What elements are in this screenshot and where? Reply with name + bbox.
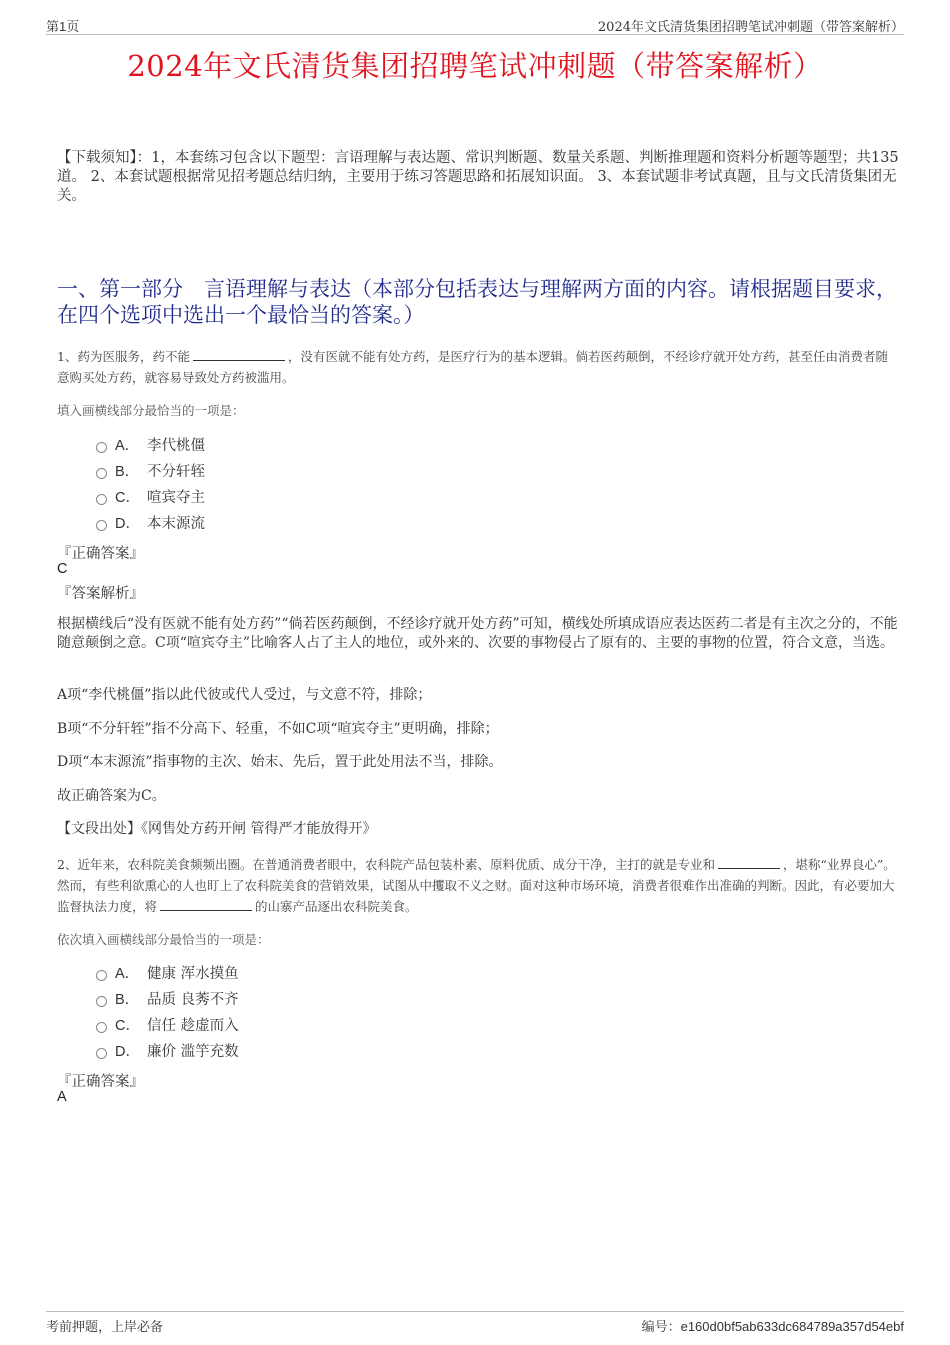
question-2-answer-tag: 『正确答案』 [57,1074,144,1090]
source-citation: 【文段出处】《网售处方药开闸 管得严才能放得开》 [57,821,377,837]
answer-blank [160,896,252,911]
radio-icon[interactable] [96,1022,107,1033]
option-key: C． [115,490,140,506]
option-key: D． [115,1044,140,1060]
radio-icon[interactable] [96,996,107,1007]
code-label: 编号： [641,1320,681,1335]
page-number: 第1页 [46,19,80,34]
analysis-paragraph: 根据横线后“没有医就不能有处方药”“倘若医药颠倒，不经诊疗就开处方药”可知，横线处所填成语应表达医药二者是有主次之分的，不能随意颠倒之意。C项“喧宾夺主”比喻客人占了主人的地位，或外来的、次要的事物侵占了原有的、主要的事物的位置，符合文意，当选。 [57,616,898,651]
question-1-option-c[interactable] [96,485,205,511]
section-title: 一、第一部分 言语理解与表达（本部分包括表达与理解两方面的内容。请根据题目要求，在四个选项中选出一个最恰当的答案。） [57,277,897,327]
question-1-text-after: ，没有医就不能有处方药，是医疗行为的基本逻辑。倘若医药颠倒，不经诊疗就开处方药，甚至任由消费者随意购买处方药，就容易导致处方药被滥用。 [57,349,888,385]
answer-blank [718,854,780,869]
question-2-text-3: 的山寨产品逐出农科院美食。 [255,899,418,914]
question-2-prompt: 依次填入画横线部分最恰当的一项是： [57,932,270,947]
question-2-answer: A [57,1089,67,1105]
header-doc-title: 2024年文氏清货集团招聘笔试冲刺题（带答案解析） [597,20,904,35]
question-2-option-b[interactable] [96,987,239,1013]
option-key: B． [115,992,140,1008]
question-1-answer: C [57,561,68,577]
page-header [46,14,904,35]
radio-icon[interactable] [96,442,107,453]
question-2-options [96,961,239,1065]
code-value: e160d0bf5ab633dc684789a357d54ebf [680,1319,904,1334]
question-1-option-d[interactable] [96,511,205,537]
radio-icon[interactable] [96,520,107,531]
option-text: 品质 良莠不齐 [147,992,239,1008]
option-key: A． [115,438,140,454]
question-1-options [96,433,205,537]
radio-icon[interactable] [96,1048,107,1059]
question-2-text-1: 2、近年来，农科院美食频频出圈。在普通消费者眼中，农科院产品包装朴素、原料优质、成分干净，主打的就是专业和 [57,857,715,872]
document-title: 2024年文氏清货集团招聘笔试冲刺题（带答案解析） [127,49,823,83]
option-text: 李代桃僵 [147,438,205,454]
option-key: C． [115,1018,140,1034]
analysis-paragraph: B项“不分轩轾”指不分高下、轻重，不如C项“喧宾夺主”更明确，排除； [57,721,499,737]
analysis-paragraph: A项“李代桃僵”指以此代彼或代人受过，与文意不符，排除； [57,687,432,703]
page-footer [46,1311,904,1334]
question-1-prompt: 填入画横线部分最恰当的一项是： [57,403,245,418]
option-key: A． [115,966,140,982]
question-1-analysis-tag: 『答案解析』 [57,586,144,602]
radio-icon[interactable] [96,494,107,505]
analysis-paragraph: 故正确答案为C。 [57,788,166,804]
question-1-option-b[interactable] [96,459,205,485]
answer-blank [193,346,285,361]
question-1-option-a[interactable] [96,433,205,459]
question-2-text [57,854,899,917]
option-text: 本末源流 [147,516,205,532]
option-text: 喧宾夺主 [147,490,205,506]
option-key: B． [115,464,140,480]
option-text: 信任 趁虚而入 [147,1018,239,1034]
analysis-paragraph: D项“本末源流”指事物的主次、始末、先后，置于此处用法不当，排除。 [57,754,503,770]
download-notice: 【下载须知】：1，本套练习包含以下题型：言语理解与表达题、常识判断题、数量关系题、判断推理题和资料分析题等题型；共135道。 2、本套试题根据常见招考题总结归纳，主要用于练习答题思路和拓展知识面。 3、本套试题非考试真题，且与文氏清货集团无关。 [57,150,899,204]
question-2-option-a[interactable] [96,961,239,987]
document-code [642,1316,904,1335]
radio-icon[interactable] [96,970,107,981]
question-1-answer-tag: 『正确答案』 [57,546,144,562]
question-2-option-c[interactable] [96,1013,239,1039]
question-1-text [57,346,899,388]
radio-icon[interactable] [96,468,107,479]
option-text: 不分轩轾 [147,464,205,480]
question-2-text-2: ，堪称“业界良心”。然而，有些利欲熏心的人也盯上了农科院美食的营销效果，试图从中攫取不义之财。面对这种市场环境，消费者很难作出准确的判断。因此，有必要加大监督执法力度，将 [57,857,896,914]
option-key: D． [115,516,140,532]
footer-slogan: 考前押题，上岸必备 [46,1320,164,1335]
question-1-text-before: 1、药为医服务，药不能 [57,349,190,364]
option-text: 廉价 滥竽充数 [147,1044,239,1060]
question-2-option-d[interactable] [96,1039,239,1065]
option-text: 健康 浑水摸鱼 [147,966,239,982]
